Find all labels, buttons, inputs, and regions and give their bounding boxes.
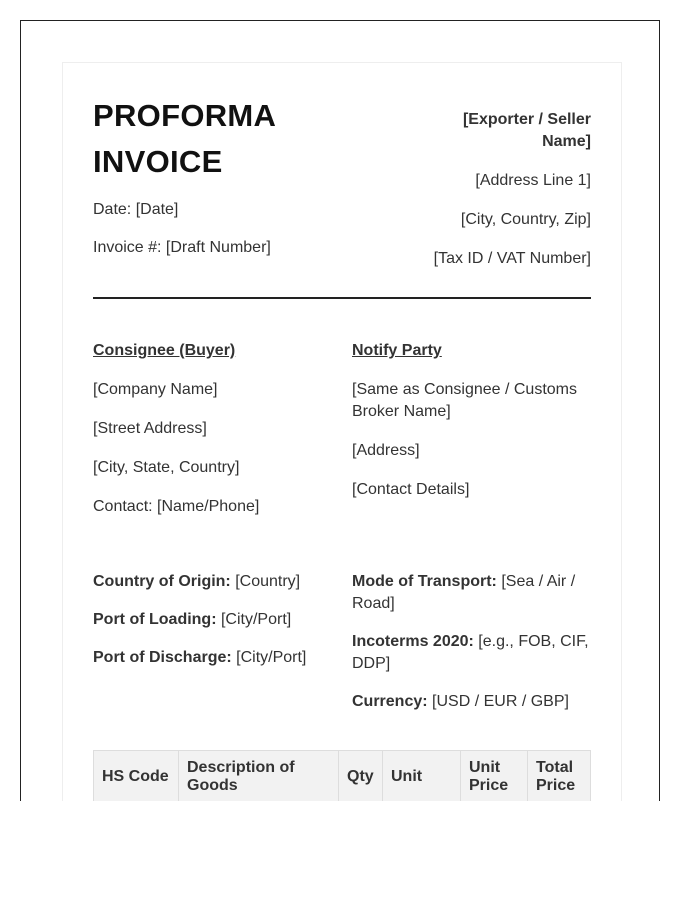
consignee-block — [93, 340, 352, 518]
currency-label: Currency: — [352, 693, 428, 710]
notify-party-name: [Same as Consignee / Customs Broker Name] — [352, 381, 577, 420]
country-of-origin-label: Country of Origin: — [93, 573, 231, 590]
port-of-discharge-label: Port of Discharge: — [93, 649, 232, 666]
port-of-discharge-value: [City/Port] — [231, 649, 307, 666]
seller-name-line2: Name] — [542, 133, 591, 150]
invoice-content — [93, 93, 591, 801]
consignee-heading: Consignee (Buyer) — [93, 342, 236, 359]
col-total-price: Total Price — [528, 751, 591, 802]
invoice-title-line2: INVOICE — [93, 144, 223, 179]
currency — [352, 691, 591, 713]
goods-table-header-row — [94, 751, 591, 802]
invoice-page — [62, 62, 622, 801]
consignee-city: [City, State, Country] — [93, 459, 240, 476]
title-block — [93, 93, 276, 297]
goods-table — [93, 750, 591, 801]
shipping-right — [352, 571, 591, 713]
seller-address: [Address Line 1] — [475, 172, 591, 189]
mode-of-transport-value: [Sea / Air / Road] — [352, 573, 576, 612]
mode-of-transport — [352, 571, 591, 615]
seller-block — [401, 93, 591, 297]
parties-section — [93, 340, 591, 518]
port-of-discharge — [93, 647, 352, 669]
col-description: Description of Goods — [179, 751, 339, 802]
shipping-left — [93, 571, 352, 713]
seller-tax-id: [Tax ID / VAT Number] — [433, 250, 591, 267]
goods-table-head — [94, 751, 591, 802]
col-unit: Unit — [383, 751, 461, 802]
notify-party-contact: [Contact Details] — [352, 481, 470, 498]
port-of-loading — [93, 609, 352, 631]
header-divider — [93, 297, 591, 299]
mode-of-transport-label: Mode of Transport: — [352, 573, 497, 590]
consignee-contact: Contact: [Name/Phone] — [93, 498, 260, 515]
notify-party-address: [Address] — [352, 442, 420, 459]
invoice-title — [93, 93, 276, 185]
notify-party-heading: Notify Party — [352, 342, 442, 359]
invoice-title-line1: PROFORMA — [93, 98, 277, 133]
country-of-origin-value: [Country] — [230, 573, 301, 590]
port-of-loading-value: [City/Port] — [216, 611, 292, 628]
incoterms — [352, 631, 591, 675]
country-of-origin — [93, 571, 352, 593]
col-unit-price: Unit Price — [461, 751, 528, 802]
seller-city: [City, Country, Zip] — [460, 211, 591, 228]
consignee-company: [Company Name] — [93, 381, 218, 398]
document-frame — [20, 20, 660, 801]
notify-party-block — [352, 340, 591, 518]
currency-value: [USD / EUR / GBP] — [427, 693, 569, 710]
col-hs-code: HS Code — [94, 751, 179, 802]
incoterms-value: [e.g., FOB, CIF, DDP] — [352, 633, 589, 672]
invoice-date: Date: [Date] — [93, 201, 179, 218]
col-qty: Qty — [339, 751, 383, 802]
invoice-meta — [93, 199, 276, 259]
invoice-header — [93, 93, 591, 297]
port-of-loading-label: Port of Loading: — [93, 611, 217, 628]
shipping-section — [93, 571, 591, 713]
consignee-street: [Street Address] — [93, 420, 207, 437]
seller-name-line1: [Exporter / Seller — [462, 111, 591, 128]
incoterms-label: Incoterms 2020: — [352, 633, 474, 650]
invoice-number: Invoice #: [Draft Number] — [93, 239, 271, 256]
seller-name — [401, 109, 591, 153]
